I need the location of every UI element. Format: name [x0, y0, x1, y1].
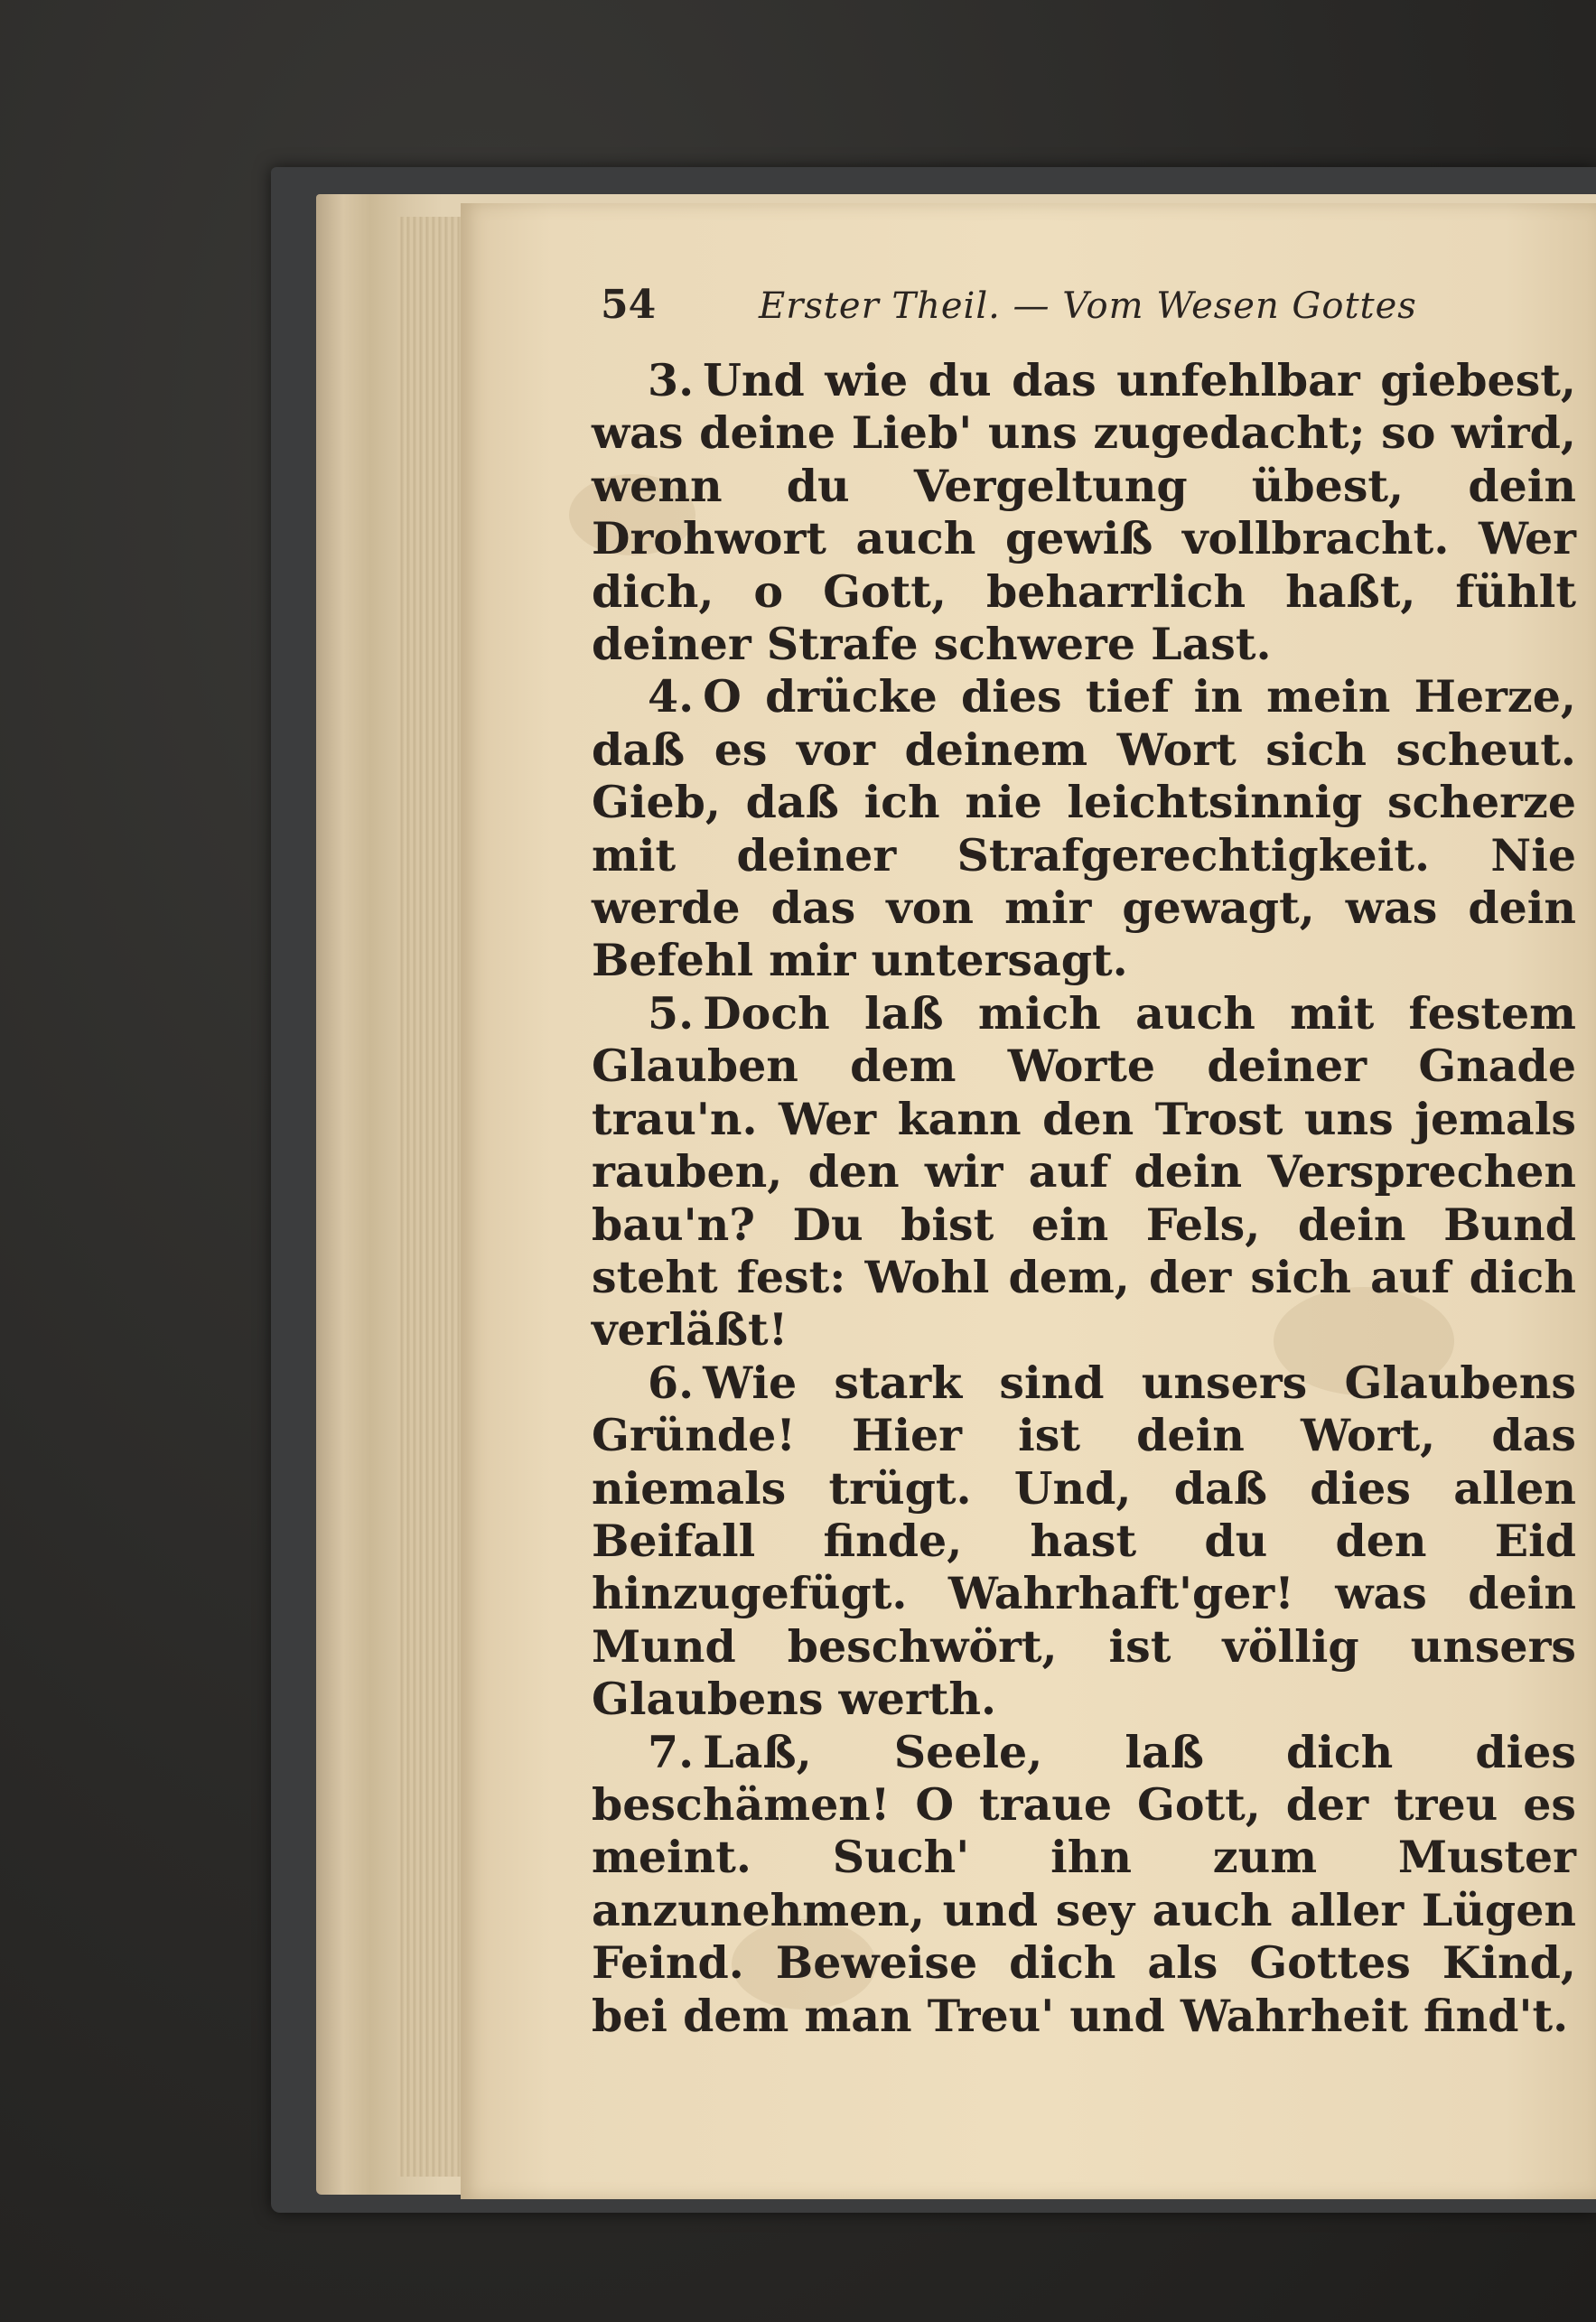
verse — [592, 987, 1576, 1357]
page-header — [601, 282, 1513, 336]
verse-number: 3. — [648, 354, 695, 406]
verse-number: 4. — [648, 670, 695, 723]
verse-number: 7. — [648, 1725, 695, 1778]
verse-text: Doch laß mich auch mit festem Glauben dem Worte deiner Gnade trau'n. Wer kann den Trost uns jemals rauben, den wir auf dein Versprechen bau'n? Du bist ein Fels, dein Bund steht fest: Wohl dem, der sich auf dich verläßt! — [592, 986, 1576, 1357]
verse — [592, 1357, 1576, 1726]
verse-text: Laß, Seele, laß dich dies beschämen! O traue Gott, der treu es meint. Such' ihn zum Muster anzunehmen, und sey auch aller Lügen Feind. Beweise dich als Gottes Kind, bei dem man Treu' und Wahrheit find't. — [592, 1725, 1576, 2042]
page-number: 54 — [601, 282, 657, 328]
verse-number: 6. — [648, 1356, 695, 1409]
hymn-text — [592, 354, 1576, 2042]
verse — [592, 1726, 1576, 2042]
verse-number: 5. — [648, 986, 695, 1040]
verse-text: Und wie du das unfehlbar giebest, was deine Lieb' uns zugedacht; so wird, wenn du Vergeltung übest, dein Drohwort auch gewiß vollbracht. Wer dich, o Gott, beharrlich haßt, fühlt deiner Strafe schwere Last. — [592, 354, 1576, 671]
verse-text: Wie stark sind unsers Glaubens Gründe! Hier ist dein Wort, das niemals trügt. Und, daß dies allen Beifall finde, hast du den Eid hinzugefügt. Wahrhaft'ger! was dein Mund beschwört, ist völlig unsers Glaubens werth. — [592, 1356, 1576, 1726]
page-edges — [397, 217, 470, 2177]
verse — [592, 354, 1576, 670]
running-title: Erster Theil. — Vom Wesen Gottes — [759, 285, 1417, 327]
verse — [592, 670, 1576, 986]
verse-text: O drücke dies tief in mein Herze, daß es vor deinem Wort sich scheut. Gieb, daß ich nie leichtsinnig scherze mit deiner Strafgerechtigkeit. Nie werde das von mir gewagt, was dein Befehl mir untersagt. — [592, 670, 1576, 987]
